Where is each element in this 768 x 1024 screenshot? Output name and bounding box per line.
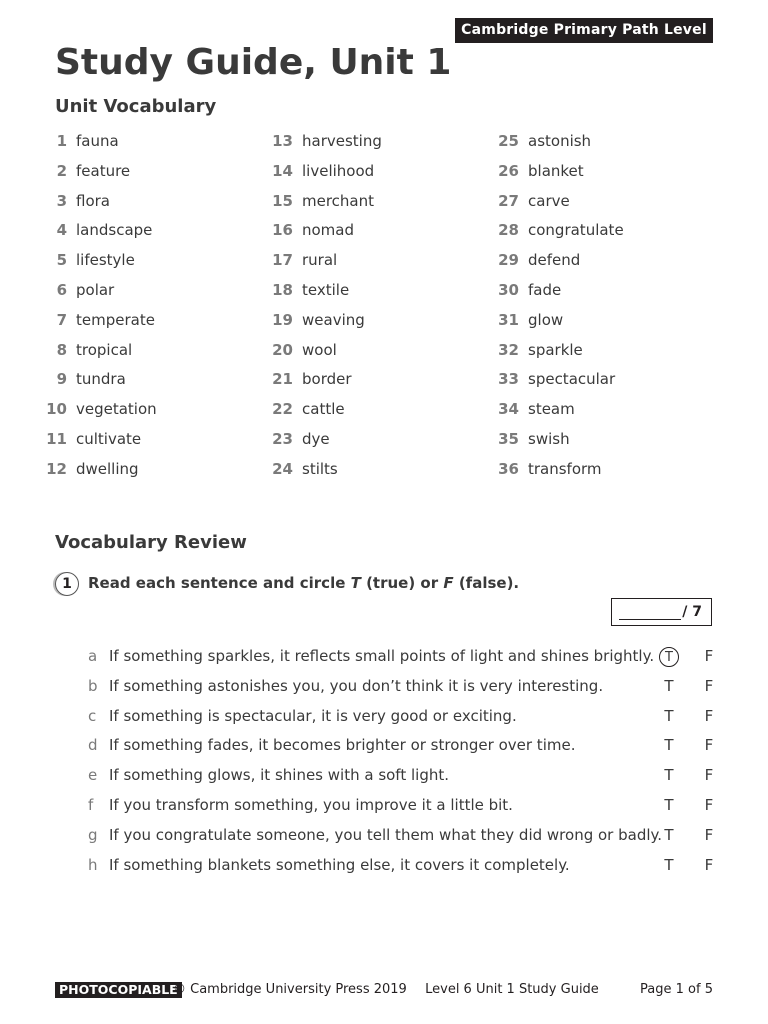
false-option-label: F: [704, 676, 714, 695]
false-option[interactable]: [699, 851, 719, 879]
question-list: [88, 642, 728, 880]
vocab-number: 13: [272, 132, 293, 150]
vocab-word: glow: [528, 310, 564, 329]
true-option[interactable]: [659, 702, 679, 730]
vocab-item: [494, 398, 624, 428]
vocab-number: 4: [56, 221, 67, 240]
vocab-word: transform: [528, 459, 602, 478]
vocab-word: steam: [528, 400, 575, 419]
score-total: / 7: [682, 604, 702, 620]
vocab-number: 16: [272, 221, 293, 240]
vocab-item: [42, 339, 157, 369]
vocab-number: 35: [498, 429, 519, 448]
vocab-word: textile: [302, 280, 350, 299]
vocab-word: congratulate: [528, 221, 624, 240]
vocab-word: lifestyle: [76, 251, 135, 270]
vocab-number: 8: [56, 340, 67, 359]
vocab-column-2: [268, 130, 382, 488]
vocab-word: stilts: [302, 459, 338, 478]
vocab-number: 19: [272, 310, 293, 329]
question-text: If something glows, it shines with a soft light.: [109, 766, 449, 785]
vocab-number: 3: [56, 191, 67, 210]
vocab-word: dwelling: [76, 459, 139, 478]
vocab-item: [268, 309, 382, 339]
false-option-label: F: [704, 795, 714, 814]
vocab-item: [42, 309, 157, 339]
vocab-item: [42, 428, 157, 458]
vocab-number: 5: [56, 251, 67, 270]
vocab-item: [268, 428, 382, 458]
vocab-word: sparkle: [528, 340, 583, 359]
vocab-word: dye: [302, 429, 330, 448]
question-letter: c: [88, 706, 97, 725]
true-option[interactable]: [659, 761, 679, 789]
question-text: If something astonishes you, you don’t think it is very interesting.: [109, 676, 604, 695]
vocab-word: fauna: [76, 132, 119, 150]
vocab-number: 29: [498, 251, 519, 270]
vocab-number: 6: [56, 280, 67, 299]
vocab-item: [268, 130, 382, 160]
true-option[interactable]: [659, 821, 679, 849]
question-row: [88, 672, 728, 702]
vocab-number: 25: [498, 132, 519, 150]
vocab-number: 27: [498, 191, 519, 210]
question-letter: e: [88, 766, 98, 785]
vocab-word: landscape: [76, 221, 153, 240]
vocab-item: [42, 458, 157, 488]
vocab-word: livelihood: [302, 161, 375, 180]
question-letter: b: [88, 676, 98, 695]
vocab-item: [268, 190, 382, 220]
vocab-number: 11: [46, 429, 67, 448]
vocab-item: [42, 130, 157, 160]
exercise-number: 1: [55, 572, 79, 596]
vocab-number: 9: [56, 370, 67, 389]
page-number: Page 1 of 5: [640, 982, 713, 997]
true-option[interactable]: [659, 851, 679, 879]
question-row: [88, 851, 728, 881]
true-option-label: T: [664, 825, 674, 844]
true-option-label: T: [664, 676, 674, 695]
false-option-label: F: [704, 736, 714, 755]
true-option-label: T: [659, 647, 679, 667]
question-letter: a: [88, 647, 98, 665]
vocab-number: 10: [46, 400, 67, 419]
question-text: If something is spectacular, it is very good or exciting.: [109, 706, 517, 725]
question-row: [88, 642, 728, 672]
vocab-item: [42, 160, 157, 190]
vocab-item: [494, 249, 624, 279]
vocab-word: fade: [528, 280, 562, 299]
vocab-item: [494, 368, 624, 398]
vocab-word: cattle: [302, 400, 345, 419]
vocab-number: 30: [498, 280, 519, 299]
photocopiable-badge: PHOTOCOPIABLE: [55, 982, 182, 998]
vocab-word: harvesting: [302, 132, 382, 150]
question-row: [88, 791, 728, 821]
false-option[interactable]: [699, 642, 719, 670]
vocab-item: [268, 279, 382, 309]
vocab-item: [42, 279, 157, 309]
question-letter: d: [88, 736, 98, 755]
vocab-number: 21: [272, 370, 293, 389]
footer: [55, 980, 713, 1000]
false-option-label: F: [704, 766, 714, 785]
vocab-number: 20: [272, 340, 293, 359]
true-option[interactable]: [659, 642, 679, 670]
score-box: [611, 598, 712, 626]
vocab-item: [494, 279, 624, 309]
vocab-word: defend: [528, 251, 581, 270]
false-option[interactable]: [699, 731, 719, 759]
unit-vocabulary-heading: Unit Vocabulary: [55, 96, 217, 117]
vocab-item: [42, 249, 157, 279]
vocab-item: [42, 398, 157, 428]
vocab-word: cultivate: [76, 429, 142, 448]
question-text: If something fades, it becomes brighter or stronger over time.: [109, 736, 576, 755]
false-option[interactable]: [699, 791, 719, 819]
question-row: [88, 702, 728, 732]
vocab-word: swish: [528, 429, 570, 448]
vocab-word: feature: [76, 161, 131, 180]
false-option[interactable]: [699, 761, 719, 789]
vocab-number: 17: [272, 251, 293, 270]
vocab-word: vegetation: [76, 400, 157, 419]
vocab-number: 36: [498, 459, 519, 478]
question-letter: h: [88, 855, 98, 874]
score-blank: [619, 619, 681, 620]
vocab-item: [42, 368, 157, 398]
vocab-number: 22: [272, 400, 293, 419]
vocab-word: tropical: [76, 340, 133, 359]
vocab-item: [494, 160, 624, 190]
footer-copyright: [173, 982, 599, 998]
vocab-word: wool: [302, 340, 337, 359]
false-option[interactable]: [699, 821, 719, 849]
vocab-word: carve: [528, 191, 570, 210]
vocab-number: 1: [56, 132, 67, 150]
question-row: [88, 761, 728, 791]
question-row: [88, 731, 728, 761]
vocab-number: 14: [272, 161, 293, 180]
vocab-item: [268, 398, 382, 428]
vocab-word: spectacular: [528, 370, 616, 389]
vocab-item: [268, 219, 382, 249]
level-badge: Cambridge Primary Path Level 6: [455, 18, 713, 43]
question-text: If you congratulate someone, you tell them what they did wrong or badly.: [109, 825, 663, 844]
vocab-word: rural: [302, 251, 338, 270]
vocab-item: [494, 309, 624, 339]
question-row: [88, 821, 728, 851]
vocab-word: nomad: [302, 221, 355, 240]
vocab-item: [268, 339, 382, 369]
vocab-number: 15: [272, 191, 293, 210]
vocab-column-3: [494, 130, 624, 488]
question-text: If you transform something, you improve it a little bit.: [109, 795, 513, 814]
vocab-word: border: [302, 370, 352, 389]
vocab-word: blanket: [528, 161, 584, 180]
question-text: If something blankets something else, it covers it completely.: [109, 855, 570, 874]
vocab-number: 32: [498, 340, 519, 359]
false-option-label: F: [704, 706, 714, 725]
vocab-number: 7: [56, 310, 67, 329]
vocab-number: 18: [272, 280, 293, 299]
true-option[interactable]: [659, 791, 679, 819]
vocab-number: 26: [498, 161, 519, 180]
vocab-word: astonish: [528, 132, 592, 150]
vocab-word: polar: [76, 280, 115, 299]
true-option[interactable]: [659, 731, 679, 759]
question-text: If something sparkles, it reflects small points of light and shines brightly.: [109, 647, 655, 665]
true-option-label: T: [664, 795, 674, 814]
vocab-item: [494, 428, 624, 458]
vocab-word: tundra: [76, 370, 126, 389]
false-option-label: F: [704, 855, 714, 874]
vocab-number: 31: [498, 310, 519, 329]
vocab-number: 23: [272, 429, 293, 448]
true-option-label: T: [664, 766, 674, 785]
vocab-item: [494, 190, 624, 220]
vocab-number: 33: [498, 370, 519, 389]
vocab-item: [494, 458, 624, 488]
vocab-item: [494, 339, 624, 369]
vocab-item: [494, 219, 624, 249]
page-title: Study Guide, Unit 1: [55, 42, 452, 83]
vocab-column-1: [42, 130, 157, 488]
vocab-number: 28: [498, 221, 519, 240]
true-option-label: T: [664, 706, 674, 725]
false-option[interactable]: [699, 672, 719, 700]
false-option-label: F: [704, 825, 714, 844]
vocab-item: [42, 190, 157, 220]
vocab-item: [268, 160, 382, 190]
vocab-word: flora: [76, 191, 110, 210]
vocab-word: merchant: [302, 191, 375, 210]
true-option[interactable]: [659, 672, 679, 700]
vocab-item: [268, 458, 382, 488]
false-option[interactable]: [699, 702, 719, 730]
question-letter: f: [88, 795, 94, 814]
vocab-word: weaving: [302, 310, 365, 329]
footer-level: Level 6 Unit 1 Study Guide: [425, 982, 599, 997]
false-option-label: F: [704, 647, 714, 665]
vocabulary-review-heading: Vocabulary Review: [55, 532, 247, 553]
vocab-number: 24: [272, 459, 293, 478]
vocab-item: [494, 130, 624, 160]
question-letter: g: [88, 825, 98, 844]
vocab-item: [268, 368, 382, 398]
true-option-label: T: [664, 736, 674, 755]
vocab-word: temperate: [76, 310, 155, 329]
copyright-text: © Cambridge University Press 2019: [173, 982, 407, 997]
true-option-label: T: [664, 855, 674, 874]
exercise-instruction: Read each sentence and circle T (true) or F (false).: [88, 574, 520, 592]
vocab-number: 2: [56, 161, 67, 180]
vocab-number: 34: [498, 400, 519, 419]
vocab-item: [268, 249, 382, 279]
vocab-number: 12: [46, 459, 67, 478]
vocab-item: [42, 219, 157, 249]
